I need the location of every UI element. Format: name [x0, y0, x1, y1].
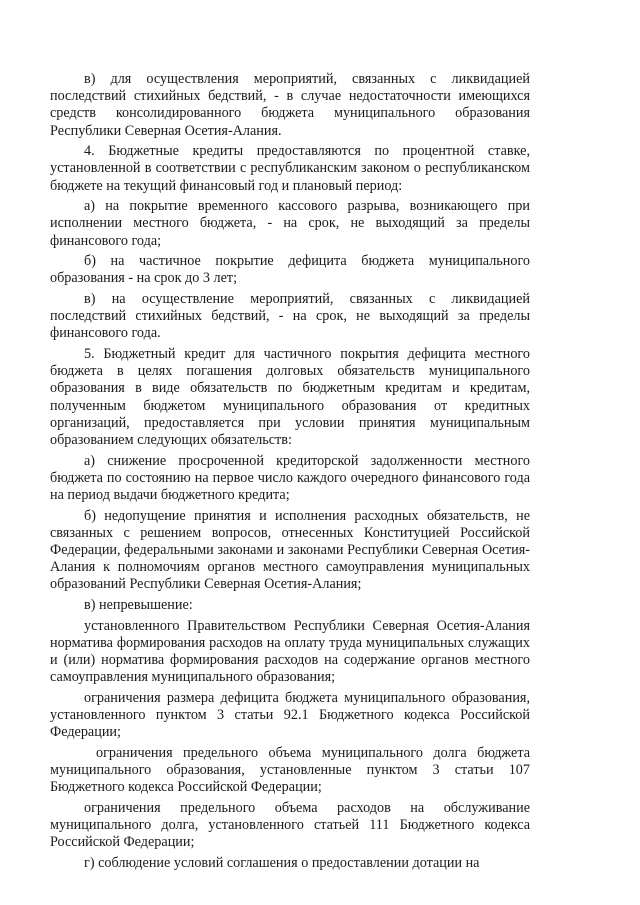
paragraph-4b-deficit: б) на частичное покрытие дефицита бюджета муниципального образования - на срок до 3 лет;	[50, 253, 530, 287]
paragraph-5v-labor-norm: установленного Правительством Республики Северная Осетия-Алания норматива формирования расходов на оплату труда муниципальных служащих и (или) норматива формирования расходов на содержание органов местного самоуправления муниципального образования;	[50, 617, 530, 686]
paragraph-4a-cash-gap: а) на покрытие временного кассового разрыва, возникающего при исполнении местного бюджета, - на срок, не выходящий за пределы финансового года;	[50, 198, 530, 249]
paragraph-5-conditions: 5. Бюджетный кредит для частичного покрытия дефицита местного бюджета в целях погашения долговых обязательств муниципального образования в виде обязательств по бюджетным кредитам и кредитам, полученным бюджетом муниципального образования от кредитных организаций, предоставляется при условии принятия муниципальным образованием следующих обязательств:	[50, 346, 530, 449]
paragraph-5a-arrears: а) снижение просроченной кредиторской задолженности местного бюджета по состоянию на первое число каждого очередного финансового года на период выдачи бюджетного кредита;	[50, 452, 530, 504]
paragraph-4v-disasters: в) на осуществление мероприятий, связанных с ликвидацией последствий стихийных бедствий, - на срок, не выходящий за пределы финансового года.	[50, 291, 530, 342]
paragraph-5v-deficit-limit: ограничения размера дефицита бюджета муниципального образования, установленного пунктом 3 статьи 92.1 Бюджетного кодекса Российской Федерации;	[50, 689, 530, 741]
paragraph-5g-agreement: г) соблюдение условий соглашения о предоставлении дотации на	[84, 854, 480, 871]
paragraph-5v-debt-service-limit: ограничения предельного объема расходов на обслуживание муниципального долга, установленного статьей 111 Бюджетного кодекса Российской Федерации;	[50, 799, 530, 851]
paragraph-5v-debt-limit: ограничения предельного объема муниципального долга бюджета муниципального образования, установленные пунктом 3 статьи 107 Бюджетного кодекса Российской Федерации;	[50, 744, 530, 796]
paragraph-3v-liquidation-purpose: в) для осуществления мероприятий, связанных с ликвидацией последствий стихийных бедствий, - в случае недостаточности имеющихся средств консолидированного бюджета муниципального образования Республики Северная Осетия-Алания.	[50, 71, 530, 139]
paragraph-4-interest-rate: 4. Бюджетные кредиты предоставляются по процентной ставке, установленной в соответствии с республиканским законом о республиканском бюджете на текущий финансовый год и плановый период:	[50, 143, 530, 194]
paragraph-5v-non-exceeding: в) непревышение:	[84, 597, 193, 614]
paragraph-5b-obligations: б) недопущение принятия и исполнения расходных обязательств, не связанных с решением вопросов, отнесенных Конституцией Российской Федерации, федеральными законами и законами Республики Северная Осетия-Алания к полномочиям органов местного самоуправления муниципальных образований Республики Северная Осетия-Алания;	[50, 507, 530, 593]
